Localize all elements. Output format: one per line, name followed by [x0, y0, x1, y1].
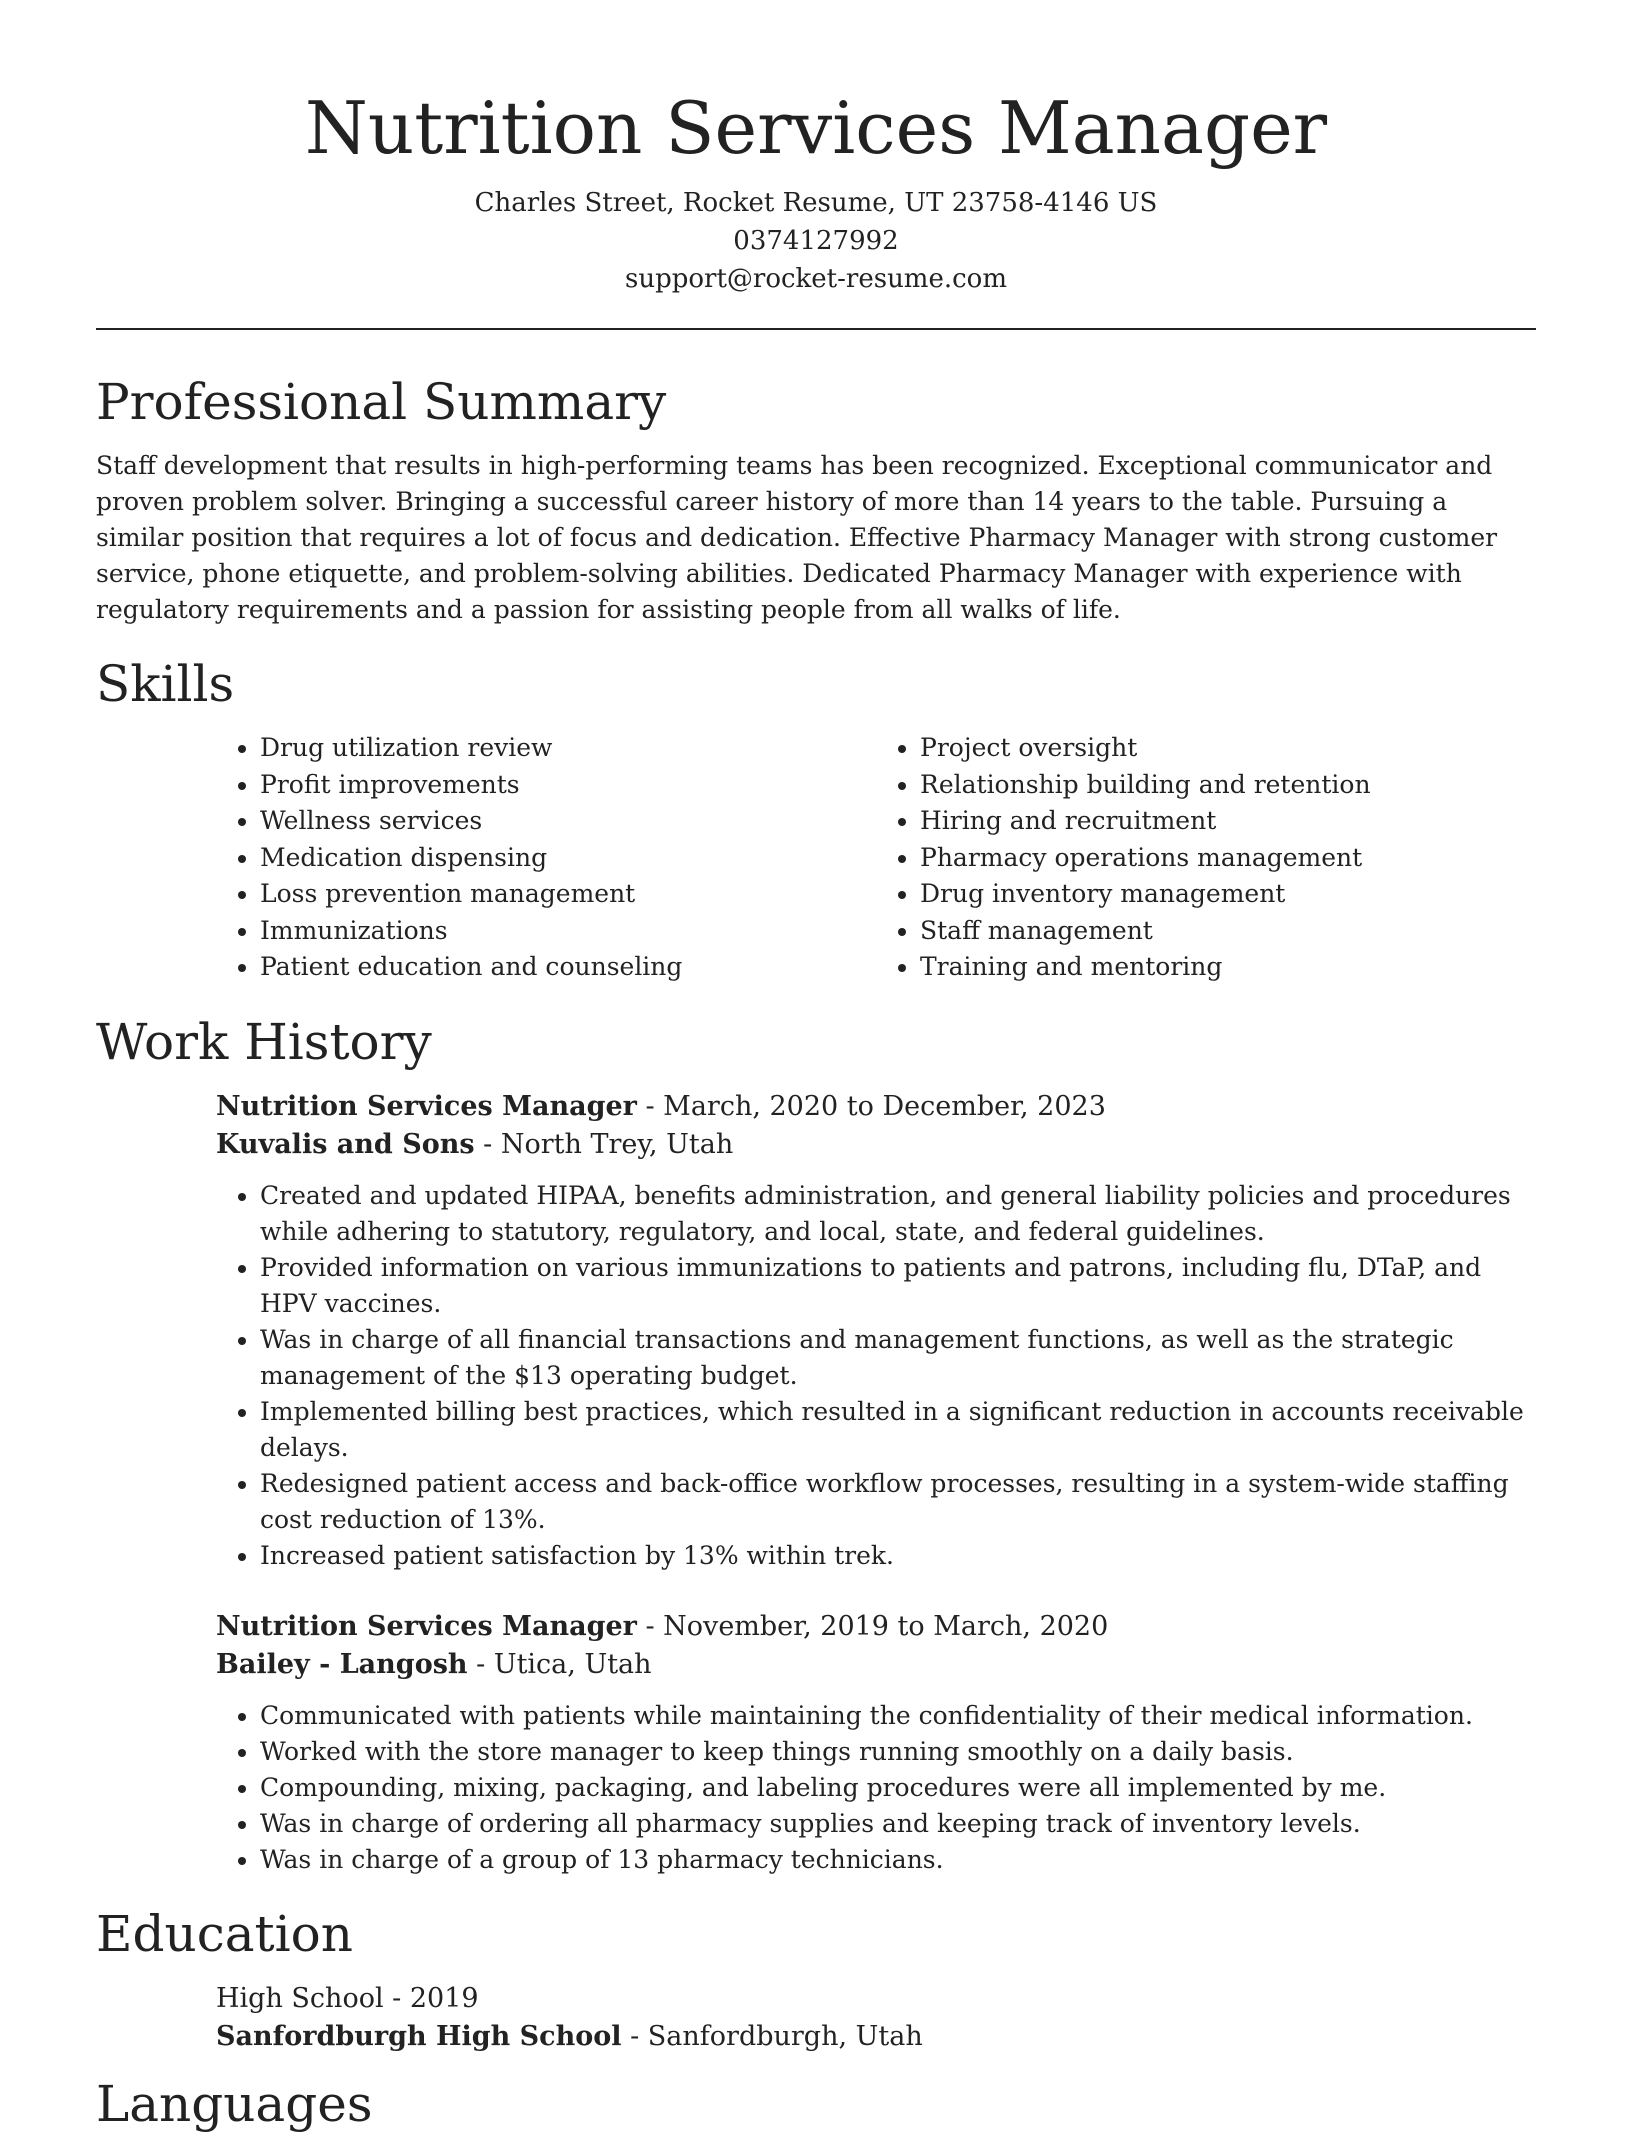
skill-item: • Relationship building and retention — [920, 767, 1536, 804]
job-bullet: • Increased patient satisfaction by 13% within trek. — [260, 1538, 1536, 1574]
job-location: - Utica, Utah — [467, 1648, 652, 1680]
job-bullets — [216, 1178, 1536, 1574]
education-heading: Education — [96, 1904, 353, 1963]
contact-address: Charles Street, Rocket Resume, UT 23758-4146 US — [474, 188, 1158, 218]
job-bullet: • Provided information on various immunizations to patients and patrons, including flu, DTaP, and HPV vaccines. — [260, 1250, 1536, 1322]
resume-title: Nutrition Services Manager — [304, 86, 1328, 170]
skill-item: • Drug utilization review — [260, 730, 876, 767]
job-bullet: • Implemented billing best practices, which resulted in a significant reduction in accounts receivable delays. — [260, 1394, 1536, 1466]
job-entry — [216, 1608, 1536, 1878]
skills-list-left — [216, 730, 876, 986]
job-entry — [216, 1088, 1536, 1574]
work-history-section — [96, 1010, 1536, 1878]
job-bullet: • Communicated with patients while maintaining the confidentiality of their medical information. — [260, 1698, 1536, 1734]
skill-item: • Training and mentoring — [920, 949, 1536, 986]
skill-item: • Medication dispensing — [260, 840, 876, 877]
skill-item: • Hiring and recruitment — [920, 803, 1536, 840]
education-location: - Sanfordburgh, Utah — [621, 2020, 923, 2052]
job-company: Kuvalis and Sons — [216, 1128, 475, 1160]
education-school-line — [216, 2018, 1536, 2056]
header-divider — [96, 328, 1536, 330]
job-title-line — [216, 1608, 1536, 1646]
education-school: Sanfordburgh High School — [216, 2020, 622, 2052]
skills-list-right — [876, 730, 1536, 986]
job-bullet: • Created and updated HIPAA, benefits administration, and general liability policies and procedures while adhering to statutory, regulatory, and local, state, and federal guidelines. — [260, 1178, 1536, 1250]
summary-section — [96, 370, 1536, 628]
languages-heading: Languages — [96, 2074, 373, 2133]
job-position: Nutrition Services Manager — [216, 1610, 637, 1642]
skill-item: • Patient education and counseling — [260, 949, 876, 986]
languages-section — [96, 2072, 1536, 2136]
contact-phone: 0374127992 — [733, 226, 899, 256]
skills-columns — [216, 730, 1536, 986]
skills-section — [96, 652, 1536, 986]
job-bullet: • Worked with the store manager to keep things running smoothly on a daily basis. — [260, 1734, 1536, 1770]
skills-heading: Skills — [96, 655, 235, 713]
contact-email: support@rocket-resume.com — [624, 264, 1007, 294]
education-year: - 2019 — [383, 1982, 479, 2014]
job-bullet: • Was in charge of ordering all pharmacy supplies and keeping track of inventory levels. — [260, 1806, 1536, 1842]
summary-text: Staff development that results in high-performing teams has been recognized. Exceptional communicator and proven problem solver. Bringing a successful career history of more than 14 years to the table. Pursuing a similar position that requires a lot of focus and dedication. Effective Pharmacy Manager with strong customer service, phone etiquette, and problem-solving abilities. Dedicated Pharmacy Manager with experience with regulatory requirements and a passion for assisting people from all walks of life. — [96, 451, 1498, 624]
education-degree: High School — [216, 1982, 384, 2014]
job-bullets — [216, 1698, 1536, 1878]
education-entry — [216, 1980, 1536, 2056]
skill-item: • Pharmacy operations management — [920, 840, 1536, 877]
job-location: - North Trey, Utah — [474, 1128, 734, 1160]
resume-page — [96, 0, 1536, 2136]
job-bullet: • Was in charge of a group of 13 pharmacy technicians. — [260, 1842, 1536, 1878]
skill-item: • Project oversight — [920, 730, 1536, 767]
job-dates: - November, 2019 to March, 2020 — [636, 1610, 1109, 1642]
skill-item: • Staff management — [920, 913, 1536, 950]
job-company: Bailey - Langosh — [216, 1648, 468, 1680]
skill-item: • Profit improvements — [260, 767, 876, 804]
skill-item: • Wellness services — [260, 803, 876, 840]
work-history-heading: Work History — [96, 1012, 432, 1071]
education-degree-line — [216, 1980, 1536, 2018]
job-bullet: • Was in charge of all financial transactions and management functions, as well as the strategic management of the $13 operating budget. — [260, 1322, 1536, 1394]
job-company-line — [216, 1126, 1536, 1164]
skill-item: • Drug inventory management — [920, 876, 1536, 913]
job-title-line — [216, 1088, 1536, 1126]
skill-item: • Loss prevention management — [260, 876, 876, 913]
summary-heading: Professional Summary — [96, 373, 667, 431]
job-position: Nutrition Services Manager — [216, 1090, 637, 1122]
resume-header — [96, 0, 1536, 298]
job-company-line — [216, 1646, 1536, 1684]
contact-block — [96, 184, 1536, 298]
job-bullet: • Redesigned patient access and back-office workflow processes, resulting in a system-wide staffing cost reduction of 13%. — [260, 1466, 1536, 1538]
job-bullet: • Compounding, mixing, packaging, and labeling procedures were all implemented by me. — [260, 1770, 1536, 1806]
education-section — [96, 1902, 1536, 2056]
job-dates: - March, 2020 to December, 2023 — [636, 1090, 1106, 1122]
skill-item: • Immunizations — [260, 913, 876, 950]
